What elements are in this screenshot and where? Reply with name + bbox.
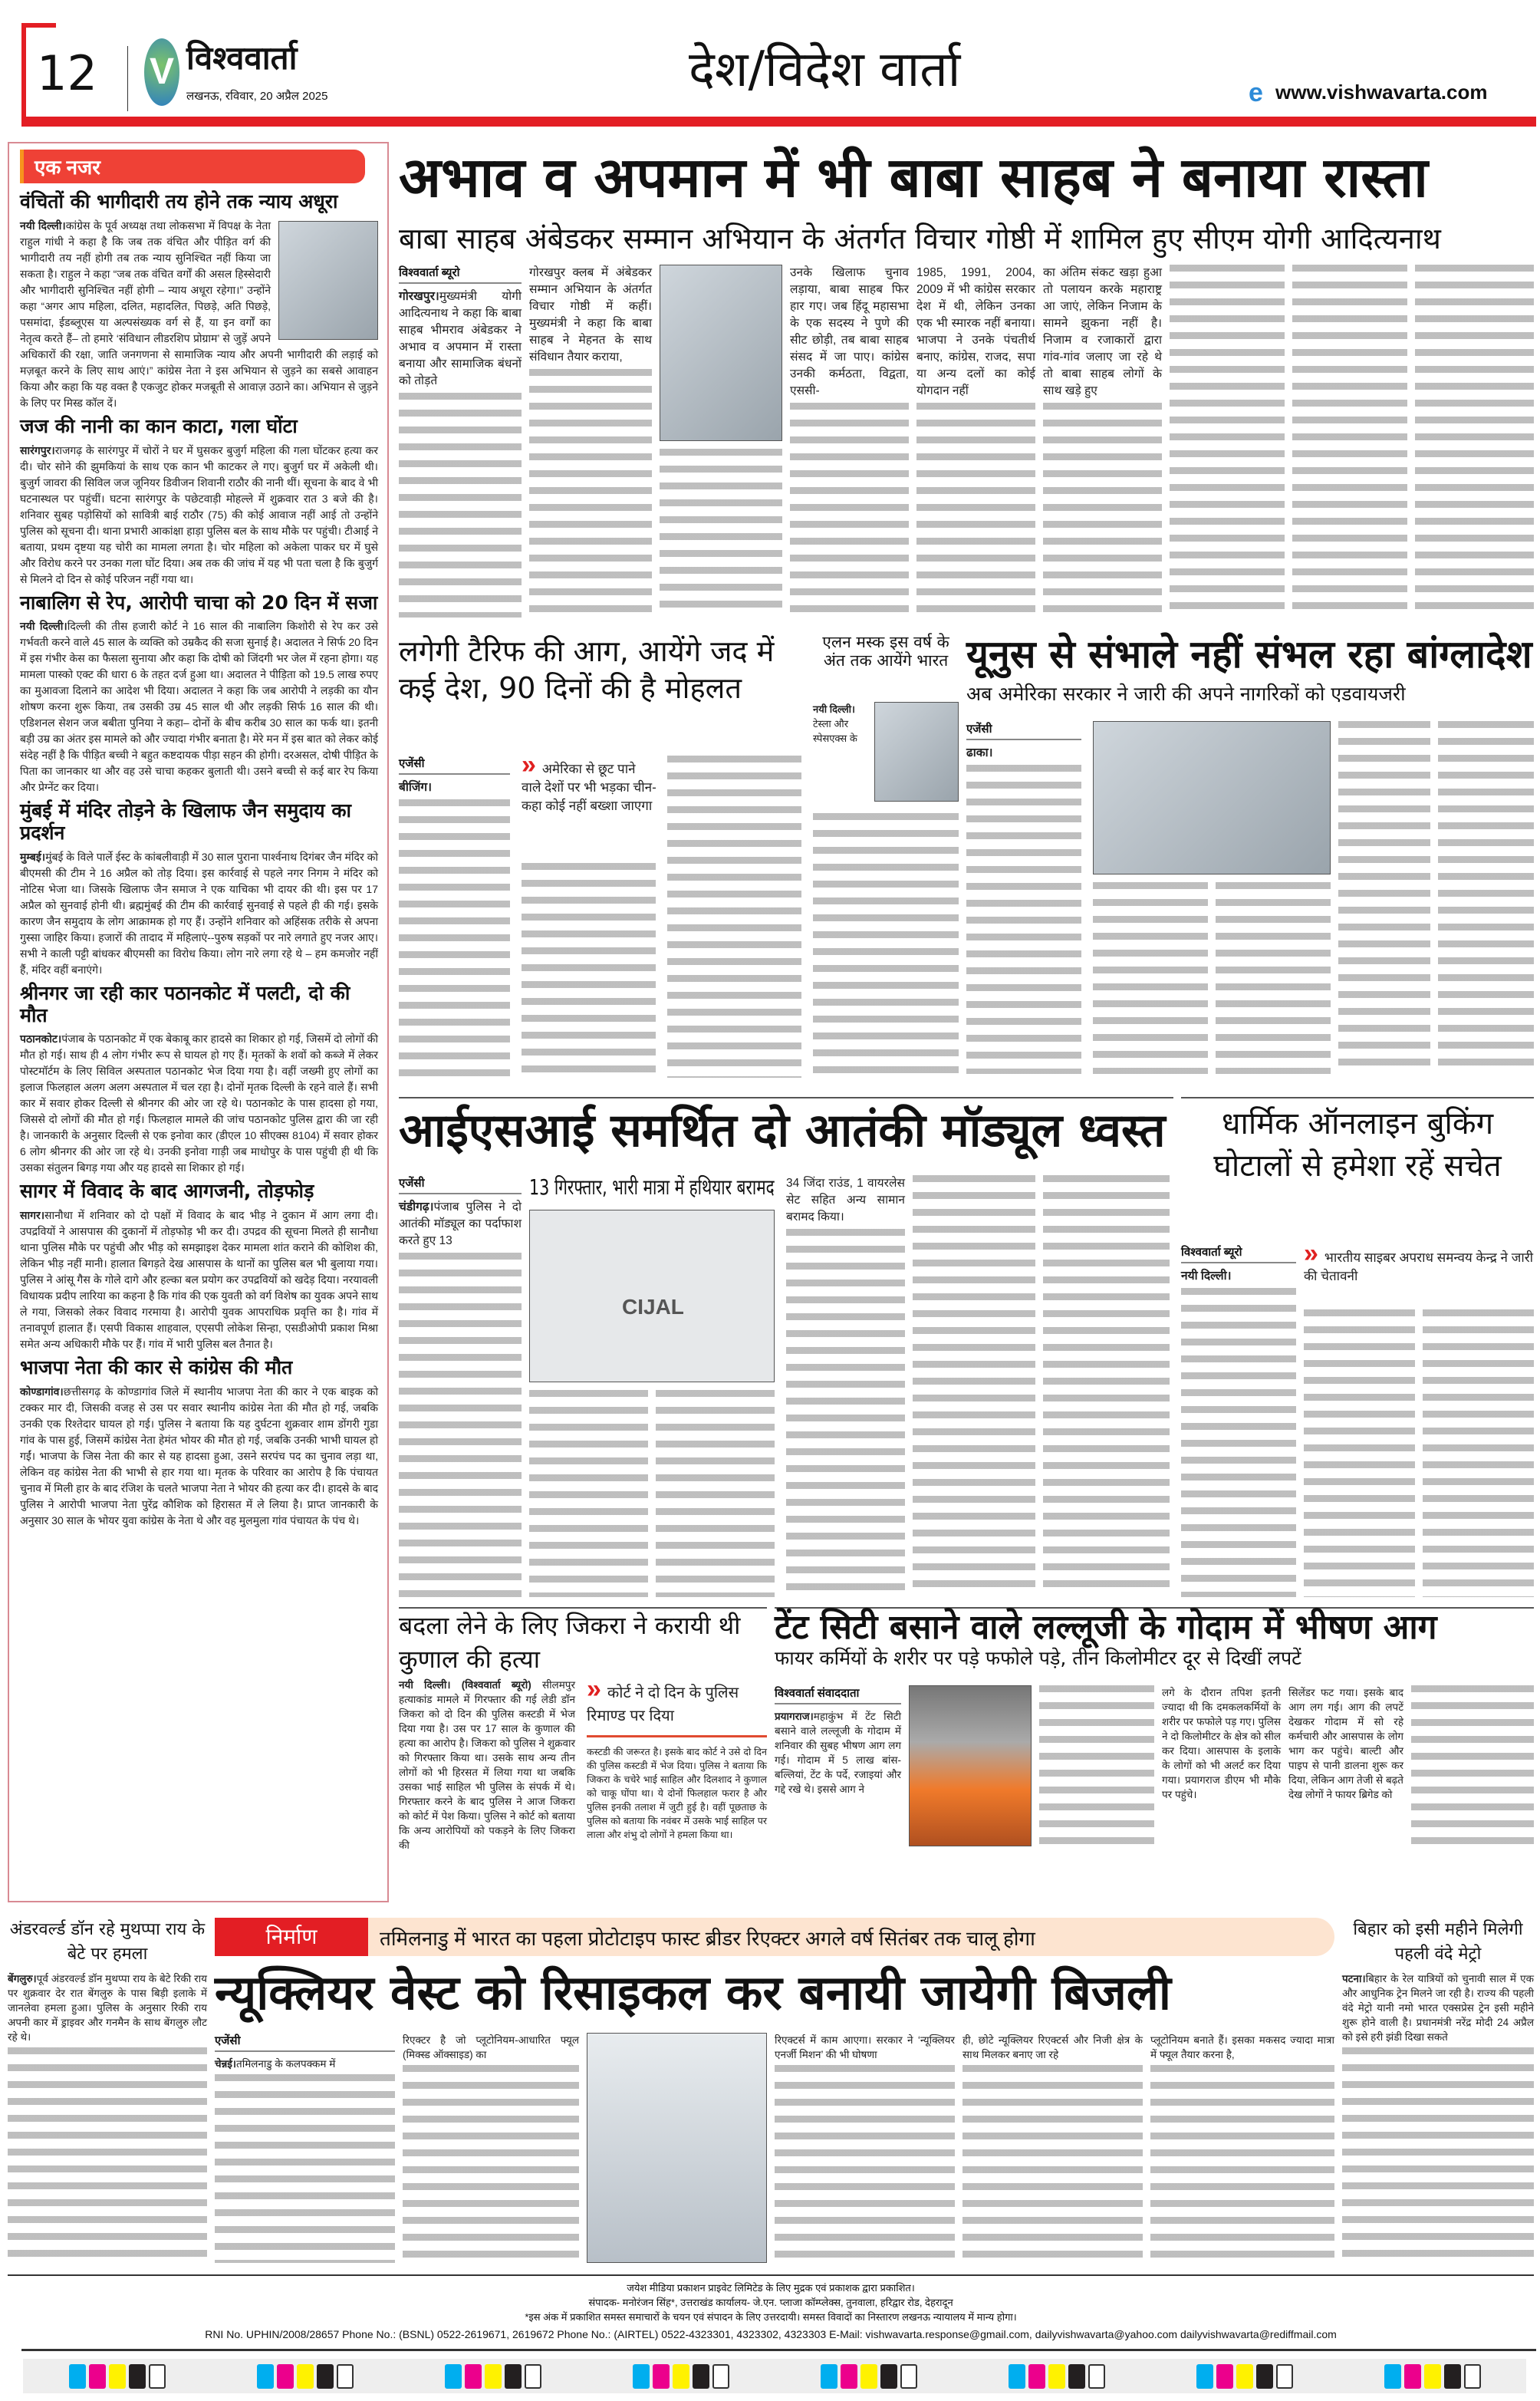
article-text: पंजाब पुलिस ने दो आतंकी मॉड्यूल का पर्दाफाश करते हुए 13 — [399, 1200, 522, 1247]
swatch-cyan — [445, 2364, 462, 2389]
registration-mark — [337, 2364, 354, 2389]
cmyk-swatch-group — [633, 2364, 729, 2389]
section-title: देश/विदेश वार्ता — [689, 41, 961, 98]
dateline: चेन्नई। — [215, 2058, 237, 2070]
dateline: सागर। — [20, 1209, 45, 1221]
swatch-magenta — [841, 2364, 857, 2389]
fire-story — [775, 1607, 1534, 1910]
swatch-cyan — [1009, 2364, 1025, 2389]
dateline: गोरखपुर। — [399, 290, 439, 303]
dateline: नयी दिल्ली। — [813, 703, 855, 715]
swatch-cyan — [69, 2364, 86, 2389]
lead-subhead: बाबा साहब अंबेडकर सम्मान अभियान के अंतर्गत विचार गोष्ठी में शामिल हुए सीएम योगी आदित्यनाथ — [399, 222, 1441, 255]
brief-text: मुंबई के विले पार्ले ईस्ट के कांबलीवाड़ी में 30 साल पुराना पार्श्वनाथ दिगंबर जैन मंदिर को बीएमसी की टीम ने 16 अप्रैल को तोड़ दिया। इस कार्रवाई से पहले नगर निगम ने मंदिर को नोटिस भेजा था। जिसके खिलाफ जैन समाज ने एक याचिका भी दायर की थी। इस पर 17 अप्रैल को सुनवाई होनी थी। ब्रह्ममुंबई की टीम की कार्रवाई सुनवाई से पहले ही की गई। इसके कारण जैन समुदाय के लोग आक्रामक हो गए हैं। उन्होंने शनिवार को अहिंसक तरीके से अपना गुस्सा जाहिर किया। हजारों की तादाद में महिलाएं--पुरुष सड़कों पर नारे लगाते हुए नजर आए। सभी ने काली पट्टी बांधकर बीएमसी का विरोध किया। लोग नारे लगा रहे थे – हम कमजोर नहीं हैं, मंदिर वहीं बनाएंगे। — [20, 850, 378, 976]
dateline: चंडीगढ़। — [399, 1200, 434, 1214]
byline: विश्ववार्ता संवाददाता — [775, 1685, 901, 1704]
article-text: रिएक्टर है जो प्लूटोनियम-आधारित फ्यूल (मिक्स्ड ऑक्साइड) का — [403, 2034, 579, 2060]
cmyk-swatch-group — [1009, 2364, 1105, 2389]
article-text: रिएक्टर्स में काम आएगा। सरकार ने ‘न्यूक्लियर एनर्जी मिशन’ की भी घोषणा — [775, 2034, 955, 2060]
swatch-yellow — [297, 2364, 314, 2389]
musk-headline: एलन मस्क इस वर्ष के अंत तक आयेंगे भारत — [822, 633, 949, 670]
swatch-black — [1068, 2364, 1085, 2389]
isi-headline: आईएसआई समर्थित दो आतंकी मॉड्यूल ध्वस्त — [399, 1104, 1166, 1158]
swatch-black — [880, 2364, 897, 2389]
swatch-black — [317, 2364, 334, 2389]
dateline: नयी दिल्ली। (विश्ववार्ता ब्यूरो) — [399, 1679, 531, 1691]
article-text: उनके खिलाफ चुनाव लड़ाया, बाबा साहब फिर हार गए। जब हिंदू महासभा के एक सदस्य ने पुणे की सीट छोड़ी, तब बाबा साहब संसद में जा पाए। कांग्रेस उनकी कर्मठता, विद्वता, एससी- — [790, 266, 909, 397]
swatch-cyan — [257, 2364, 274, 2389]
brief-story — [20, 983, 378, 1177]
dateline: ढाका। — [966, 746, 993, 759]
imprint-line: संपादक- मनोरंजन सिंह*, उत्तराखंड कार्यालय- जे.एन. प्लाजा कॉम्प्लेक्स, तुनवाला, हरिद्वार रोड, देहरादून — [588, 2297, 953, 2308]
cmyk-swatch-group — [69, 2364, 166, 2389]
dateline: बीजिंग। — [399, 781, 432, 794]
brief-story — [20, 1357, 378, 1529]
brief-text: छत्तीसगढ़ के कोण्डागांव जिले में स्थानीय भाजपा नेता की कार ने एक बाइक को टक्कर मार दी, जिसकी वजह से उस पर सवार स्थानीय कांग्रेस नेता की मौत हो गई, जबकि उनकी एक रिश्तेदार घायल हो गई। पुलिस ने बताया कि यह दुर्घटना शुक्रवार शाम डोंगरी गुडा गांव के पास हुई, जिसमें कांग्रेस नेता हेमंत भोयर की मौत हो गई, जबकि उनकी भाभी घायल हो गईं। भाजपा के जिस नेता की कार से यह हादसा हुआ, उसने सरपंच पद का चुनाव लड़ा था, लेकिन वह कांग्रेस नेता की भाभी से हार गया था। मृतक के परिवार का आरोप है कि पंचायत चुनाव में मिली हार के बाद रंजिश के चलते भाजपा नेता ने भोयर की हत्या कर दी। हादसे के बाद पुलिस ने आरोपी भाजपा नेता पुरेंद्र कौशिक को हिरासत में ले लिया है। प्राप्त जानकारी के अनुसार 30 साल के भोयर युवा कांग्रेस के नेता थे और वह मुलमुला गांव पंचायत के पंच थे। — [20, 1385, 378, 1527]
registration-mark — [1276, 2364, 1293, 2389]
swatch-magenta — [465, 2364, 482, 2389]
article-text: गोरखपुर क्लब में अंबेडकर सम्मान अभियान के अंतर्गत विचार गोष्ठी में कहीं। मुख्यमंत्री ने कहा कि बाबा साहब ने मेहनत के साथ संविधान तैयार कराया, — [529, 266, 652, 364]
byline: एजेंसी — [399, 756, 510, 775]
weapons-photo — [529, 1210, 775, 1382]
isi-subhead: 13 गिरफ्तार, भारी मात्रा में हथियार बरामद — [529, 1174, 775, 1200]
brief-text: राजगढ़ के सारंगपुर में चोरों ने घर में घुसकर बुजुर्ग महिला की गला घोंटकर हत्या कर दी। चोर सोने की झुमकियां के साथ एक कान भी काटकर ले गए। बुजुर्ग घर में अकेली थी। बुजुर्ग जावरा की सिविल जज जूनियर डिवीजन शिवानी राठौर की नानी थीं। सूचना के बाद वे भी घटनास्थल पर पहुंचीं। घटना सारंगपुर के पछेटवाड़ी मोहल्ले में शुक्रवार रात 3 बजे की है। शनिवार सुबह पड़ोसियों को सावित्री बाई राठौर (75) की कोई आवाज नहीं आई तो उन्होंने पुलिस को सूचना दी। थाना प्रभारी आकांक्षा हाड़ा पुलिस बल के साथ मौके पर पहुंची। टीआई ने बताया, प्रथम दृष्टया यह चोरी का मामला लगता है। चोर महिला को अकेला पाकर घर में घुसे और विरोध करने पर उनका गला घोंट दिया। अब तक की जांच में यह भी पता चला है कि बुजुर्ग से मिलने दो दिन से कोई परिजन नहीं गया था। — [20, 443, 378, 585]
dateline: बेंगलुरु। — [8, 1973, 37, 1984]
pull-quote: » कोर्ट ने दो दिन के पुलिस रिमाण्ड पर दिया — [587, 1678, 767, 1737]
swatch-cyan — [1384, 2364, 1401, 2389]
dharmik-story — [1181, 1097, 1534, 1603]
swatch-yellow — [860, 2364, 877, 2389]
swatch-black — [1256, 2364, 1273, 2389]
swatch-yellow — [673, 2364, 689, 2389]
ek-nazar-box — [8, 142, 389, 1902]
dateline: मुम्बई। — [20, 850, 46, 863]
masthead — [21, 23, 1536, 127]
byline: एजेंसी — [966, 721, 1081, 740]
pull-quote: » अमेरिका से छूट पाने वाले देशों पर भी भड़का चीन- कहा कोई नहीं बख्शा जाएगा — [522, 756, 658, 815]
tariff-story — [399, 633, 801, 1093]
article-text: कस्टडी की जरूरत है। इसके बाद कोर्ट ने उसे दो दिन की पुलिस कस्टडी में भेज दिया। पुलिस ने बताया कि जिकरा के चचेरे भाई साहिल और दिलशाद ने कुणाल को चाकू घोंपा था। ये दोनों फिलहाल फरार है और पुलिस इनकी तलाश में जुटी हुई है। वहीं पूछताछ के पुलिस को बताया कि नवंबर में उसके भाई साहिल पर लाला और शंभु दो लोगों ने हमला किया था। — [587, 1747, 767, 1840]
swatch-yellow — [109, 2364, 126, 2389]
swatch-cyan — [633, 2364, 650, 2389]
brief-story — [20, 1181, 378, 1352]
swatch-cyan — [821, 2364, 837, 2389]
cmyk-swatch-group — [1196, 2364, 1293, 2389]
nuclear-kicker: तमिलनाडु में भारत का पहला प्रोटोटाइप फास्ट ब्रीडर रिएक्टर अगले वर्ष सितंबर तक चालू होगा — [380, 1927, 1035, 1950]
bihar-story — [1342, 1918, 1534, 2267]
photo-label: CIJAL — [622, 1295, 684, 1319]
article-text: टेस्ला और स्पेसएक्स के — [813, 718, 857, 744]
cmyk-swatch-group — [257, 2364, 354, 2389]
isi-story — [399, 1097, 1173, 1603]
bangladesh-story — [966, 633, 1534, 1093]
brief-headline: नाबालिग से रेप, आरोपी चाचा को 20 दिन में सजा — [20, 591, 378, 614]
fire-subhead: फायर कर्मियों के शरीर पर पड़े फफोले पड़े, तीन किलोमीटर दूर से दिखीं लपटें — [775, 1646, 1301, 1669]
brief-headline: मुंबई में मंदिर तोड़ने के खिलाफ जैन समुदाय का प्रदर्शन — [20, 799, 352, 844]
swatch-yellow — [485, 2364, 502, 2389]
dateline: पठानकोट। — [20, 1033, 62, 1046]
brief-headline: श्रीनगर जा रही कार पठानकोट में पलटी, दो की मौत — [20, 981, 350, 1026]
byline: विश्ववार्ता ब्यूरो — [1181, 1244, 1296, 1263]
dateline: पटना। — [1342, 1973, 1366, 1984]
swatch-magenta — [89, 2364, 106, 2389]
article-text: प्लूटोनियम बनाते हैं। इसका मकसद ज्यादा मात्रा में फ्यूल तैयार करना है, — [1150, 2034, 1334, 2060]
dateline: सारंगपुर। — [20, 443, 55, 456]
swatch-yellow — [1424, 2364, 1441, 2389]
swatch-black — [505, 2364, 522, 2389]
article-text: मुख्यमंत्री योगी आदित्यनाथ ने कहा कि बाबा साहब भीमराव अंबेडकर ने अभाव व अपमान में रास्ता बनाया और सामाजिक बंधनों को तोड़ते — [399, 290, 522, 387]
registration-mark — [1464, 2364, 1481, 2389]
swatch-magenta — [277, 2364, 294, 2389]
dateline: कोण्डागांव। — [20, 1385, 64, 1398]
brief-story — [20, 416, 378, 588]
cmyk-swatch-group — [821, 2364, 917, 2389]
dateline: नयी दिल्ली। — [20, 620, 67, 633]
contact-line: RNI No. UPHIN/2008/28657 Phone No.: (BSNL) 0522-2619671, 2619672 Phone No.: (AIRTEL) 0522-4323301, 4323302, 4323303 E-Mail: vishwavarta.response@gmail.com, dailyvishwavarta@yahoo.com dailyvishwavarta@rediffmail.com — [205, 2328, 1337, 2340]
article-text: महाकुंभ में टेंट सिटी बसाने वाले लल्लूजी के गोदाम में शनिवार की सुबह भीषण आग लग गई। गोदाम में 5 लाख बांस-बल्लियां, टेंट के पर्दे, रजाइयां और गद्दे रखे थे। इससे आग ने — [775, 1711, 901, 1795]
swatch-magenta — [653, 2364, 670, 2389]
logo-icon: V — [144, 38, 179, 106]
registration-mark — [1088, 2364, 1105, 2389]
swatch-magenta — [1404, 2364, 1421, 2389]
brief-headline: सागर में विवाद के बाद आगजनी, तोड़फोड़ — [20, 1180, 314, 1203]
article-text: सीलमपुर हत्याकांड मामले में गिरफ्तार की गई लेडी डॉन जिकरा को दो दिन की पुलिस कस्टडी में भेज दिया गया है। उस पर 17 साल के कुणाल की हत्या का आरोप है। जिकरा को पुलिस ने शुक्रवार को गिरफ्तार किया था। उसके साथ अन्य तीन लोगों को भी हिरसत में लिया गया था जबकि उसका भाई साहिल भी पुलिस के संपर्क में थे। गिरफ्तार करने के बाद पुलिस ने आज जिकरा को कोर्ट में पेश किया। पुलिस ने कोर्ट को बताया कि अन्य आरोपियों को पकड़ने के लिए जिकरा की — [399, 1679, 575, 1851]
dateline: नयी दिल्ली। — [20, 219, 66, 232]
bangladesh-subhead: अब अमेरिका सरकार ने जारी की अपने नागरिकों को एडवायजरी — [966, 682, 1406, 705]
registration-mark — [149, 2364, 166, 2389]
brief-text: सानौधा में शनिवार को दो पक्षों में विवाद के बाद भीड़ ने दुकान में आग लगा दी। उपद्रवियों ने आसपास की दुकानों में तोड़फोड़ भी कर दी। उपद्रव की सूचना मिलते ही सानौधा थाना पुलिस मौके पर पहुंची और भीड़ को समझाइश देकर मामला शांत कराने की कोशिश की, लेकिन भीड़ नहीं मानी। हालात बिगड़ते देख आसपास के थानों का पुलिस बल भी बुलाया गया। पुलिस ने आंसू गैस के गोले दागे और हल्का बल प्रयोग कर उपद्रवियों को खदेड़ दिया। नरयावली विधायक प्रदीप लारिया का कहना है कि गांव की एक युवती को वर्ग विशेष का युवक अपने साथ ले गया, जिसको लेकर विवाद गरमाया है। आरोपी युवक आपराधिक प्रवृत्ति का है। गांव में तनावपूर्ण हालात हैं। एसपी विकास शाहवाल, एएसपी लोकेश सिन्हा, एसडीओपी प्रकाश मिश्रा समेत अन्य अधिकारी मौके पर हैं। गांव में भारी पुलिस बल तैनात है। — [20, 1209, 378, 1350]
article-text: बिहार के रेल यात्रियों को चुनावी साल में एक और आधुनिक ट्रेन मिलने जा रही है। राज्य की पहली वंदे मेट्रो यानी नमो भारत एक्सप्रेस ट्रेन इसी महीने शुरू होने वाली है। प्रधानमंत्री नरेंद्र मोदी 24 अप्रैल को इसे हरी झंडी दिखा सकते — [1342, 1973, 1534, 2043]
pull-quote: » भारतीय साइबर अपराध समन्वय केन्द्र ने जारी की चेतावनी — [1304, 1244, 1534, 1286]
article-text: ही, छोटे न्यूक्लियर रिएक्टर्स और निजी क्षेत्र के साथ मिलकर बनाए जा रहे — [962, 2034, 1143, 2060]
article-text: सिलेंडर फट गया। इसके बाद आग लग गई। आग की लपटें देखकर गोदाम में सो रहे कर्मचारी और आसपास के लोग भाग कर पहुंचे। बाल्टी और पाइप से पानी डालना शुरू कर दिया, लेकिन आग तेजी से बढ़ते देख लोगों ने फायर ब्रिगेड को — [1288, 1687, 1403, 1800]
tariff-headline: लगेगी टैरिफ की आग, आयेंगे जद में कई देश, 90 दिनों की है मोहलत — [399, 634, 775, 705]
yunus-photo — [1093, 721, 1331, 874]
bangladesh-headline: यूनुस से संभाले नहीं संभल रहा बांग्लादेश — [966, 632, 1532, 677]
page-number: 12 — [37, 45, 97, 101]
swatch-black — [1444, 2364, 1461, 2389]
article-text: 1985, 1991, 2004, 2009 में भी कांग्रेस सरकार देश में थी, लेकिन उनका एक भी स्मारक नहीं बनाया। भाजपा ने उनके पंचतीर्थ बनाए, कांग्रेस, राजद, सपा या अन्य दलों का कोई योगदान नहीं — [916, 266, 1035, 397]
zikra-headline: बदला लेने के लिए जिकरा ने करायी थी कुणाल की हत्या — [399, 1611, 741, 1674]
article-text: लगे के दौरान तपिश इतनी ज्यादा थी कि दमकलकर्मियों के शरीर पर फफोले पड़ गए। पुलिस ने दो किलोमीटर के क्षेत्र को सील कर दिया। आसपास के इलाके के लोगों को भी अलर्ट कर दिया गया। प्रयागराज डीएम भी मौके पर पहुंचे। — [1162, 1687, 1281, 1800]
swatch-black — [129, 2364, 146, 2389]
registration-mark — [525, 2364, 541, 2389]
dateline: प्रयागराज। — [775, 1711, 814, 1722]
byline: एजेंसी — [215, 2033, 395, 2052]
article-text: तमिलनाडु के कलपक्कम में — [236, 2058, 336, 2070]
imprint-line: *इस अंक में प्रकाशित समस्त समाचारों के चयन एवं संपादन के लिए उत्तरदायी। समस्त विवादों का निस्तारण लखनऊ न्यायालय में मान्य होगा। — [525, 2311, 1017, 2323]
imprint-line: जयेश मीडिया प्रकाशन प्राइवेट लिमिटेड के लिए मुद्रक एवं प्रकाशक द्वारा प्रकाशित। — [627, 2282, 915, 2294]
swatch-black — [693, 2364, 709, 2389]
article-text: का अंतिम संकट खड़ा हुआ तो पलायन करके महाराष्ट्र आ जाएं, लेकिन निजाम के सामने झुकना नहीं है। निजाम व रजाकारों द्वारा गांव-गांव जलाए जा रहे थे तो बाबा साहब लोगों के साथ खड़े हुए — [1043, 266, 1162, 397]
nuclear-story — [215, 1918, 1334, 2267]
registration-mark — [900, 2364, 917, 2389]
brief-headline: भाजपा नेता की कार से कांग्रेस की मौत — [20, 1356, 293, 1378]
swatch-magenta — [1216, 2364, 1233, 2389]
dharmik-headline: धार्मिक ऑनलाइन बुकिंग घोटालों से हमेशा रहें सचेत — [1213, 1106, 1502, 1184]
fire-headline: टेंट सिटी बसाने वाले लल्लूजी के गोदाम में भीषण आग — [775, 1608, 1437, 1647]
brief-headline: वंचितों की भागीदारी तय होने तक न्याय अधूरा — [20, 190, 338, 212]
article-text: पूर्व अंडरवर्ल्ड डॉन मुथप्पा राय के बेटे रिकी राय पर शुक्रवार देर रात बेंगलुरु के पास बिड़ी इलाके में जानलेवा हमला हुआ। पुलिस के अनुसार रिकी राय अपनी कार में ड्राइवर और गनमैन के साथ बेंगलुरु लौट रहे थे। — [8, 1973, 207, 2043]
brief-headline: जज की नानी का कान काटा, गला घोंटा — [20, 414, 298, 437]
article-text: 34 जिंदा राउंड, 1 वायरलेस सेट सहित अन्य सामान बरामद किया। — [786, 1177, 905, 1224]
brief-text: कांग्रेस के पूर्व अध्यक्ष तथा लोकसभा में विपक्ष के नेता राहुल गांधी ने कहा है कि जब तक वंचित और पीड़ित वर्ग की भागीदारी तय नहीं होगी तब तक न्याय सुनिश्चित नहीं किया जा सकता है। राहुल ने कहा “जब तक वंचित वर्गों की असल हिस्सेदारी और भागीदारी सुनिश्चित नहीं होगी – न्याय अधूरा रहेगा।” उन्होंने कहा “अगर आप महिला, दलित, महादलित, पिछड़े, अति पिछड़े, पसमांदा, ईडब्लूएस या अल्पसंख्यक वर्ग से हैं, या इन वर्गों का नेतृत्व करते हैं– तो हमारे ‘संविधान लीडरशिप प्रोग्राम’ से जुड़ें अपने अधिकारों की रक्षा, जाति जनगणना से सामाजिक न्याय और अपनी भागीदारी की लड़ाई को मज़बूत करने के लिए साथ आएं।” कांग्रेस नेता ने इस अभियान से जुड़ने का सबसे आवाहन किया और कहा कि यह वक्त है एकजुट होकर मजबूती से आवाज़ उठाने का। अभियान से जुड़ने के लिए पर मिस्ड कॉल दें। — [20, 219, 378, 409]
musk-story — [813, 633, 959, 1093]
reactor-photo — [587, 2033, 767, 2263]
byline: विश्ववार्ता ब्यूरो — [399, 265, 522, 284]
section-tag: निर्माण — [215, 1918, 368, 1956]
brief-story — [20, 800, 378, 978]
brief-story — [20, 191, 378, 411]
yogi-photo — [660, 265, 782, 441]
lead-headline: अभाव व अपमान में भी बाबा साहब ने बनाया रास्ता — [399, 145, 1428, 209]
byline: एजेंसी — [399, 1175, 522, 1194]
rahul-gandhi-photo — [278, 221, 378, 340]
dateline: नयी दिल्ली। — [1181, 1270, 1232, 1283]
imprint-footer — [8, 2274, 1534, 2342]
ie-icon: e — [1249, 78, 1263, 107]
swatch-magenta — [1028, 2364, 1045, 2389]
lead-body — [399, 265, 1534, 621]
website: www.vishwavarta.com — [1275, 81, 1488, 104]
cmyk-swatch-group — [445, 2364, 541, 2389]
brief-text: पंजाब के पठानकोट में एक बेकाबू कार हादसे का शिकार हो गई, जिसमें दो लोगों की मौत हो गई। साथ ही 4 लोग गंभीर रूप से घायल हो गए हैं। मृतकों के शवों को कब्जे में लेकर पोस्टमॉर्टम के लिए सिविल अस्पताल पठानकोट भेज दिया गया है। वहीं जख्मी हुए लोगों का इलाज फिलहाल अलग अलग अस्पताल में चल रहा है। दोनों मृतक दिल्ली के रहने वाले हैं। सभी कार में सवार होकर दिल्ली से श्रीनगर की ओर जा रहे थे। पठानकोट के पास हादसा हो गया, जिससे दो लोगों की मौत हो गई। फिलहाल मामले की जांच पठानकोट पुलिस द्वारा की जा रही है। जानकारी के अनुसार दिल्ली से एक इनोवा कार (डीएल 10 सीएक्स 8104) में सवार होकर 6 लोग श्रीनगर की ओर जा रहे थे। उनकी इनोवा गाड़ी जब माधोपुर के पास पहुंची ही थी कि उसका संतुलन बिगड़ गया और यह हादसे सा शिकार हो गई। — [20, 1033, 378, 1174]
nuclear-headline: न्यूक्लियर वेस्ट को रिसाइकल कर बनायी जायेगी बिजली — [215, 1965, 1171, 2021]
brief-story — [20, 592, 378, 796]
swatch-yellow — [1048, 2364, 1065, 2389]
dateline: लखनऊ, रविवार, 20 अप्रैल 2025 — [186, 90, 328, 103]
ek-nazar-label: एक नजर — [20, 150, 365, 183]
paper-name: विश्ववार्ता — [186, 39, 298, 77]
fire-photo — [909, 1685, 1032, 1846]
underworld-headline: अंडरवर्ल्ड डॉन रहे मुथप्पा राय के बेटे पर हमला — [9, 1920, 206, 1964]
swatch-yellow — [1236, 2364, 1253, 2389]
brief-text: दिल्ली की तीस हजारी कोर्ट ने 16 साल की नाबालिग किशोरी से रेप कर उसे गर्भवती करने वाले 45 साल के व्यक्ति को उम्रकैद की सजा सुनाई है। अदालत ने सिर्फ 20 दिन में इस गंभीर केस का फैसला सुनाया और कहा कि दोषी को जिंदगी भर जेल में रहना होगा। यह मामला पास्को एक्ट की धारा 6 के तहत दर्ज हुआ था। अदालत ने पीड़िता को 19.5 लाख रुपए का मुआवजा दिलाने का आदेश भी दिया। अदालत ने कहा कि जब आरोपी ने लड़की का यौन शोषण करना शुरू किया, तब उसकी उम्र 45 साल थी और लड़की सिर्फ 16 साल की थी। एडिशनल सेशन जज बबीता पुनिया ने कहा– दोनों के बीच करीब 30 साल का फर्क था। इतनी बड़ी उम्र का अंतर इस मामले को और ज्यादा गंभीर बनाता है। मेरे मन में इस बात को लेकर कोई संदेह नहीं है कि पीड़ित बच्ची ने बहुत कष्टदायक पीड़ा सहन की होगी। दरअसल, दोषी पीड़ित के पिता का जानकार था और वह उसे चाचा कहकर बुलाती थी। उसने बच्ची से कई बार रेप किया और प्रेग्नेंट कर दिया। — [20, 620, 378, 794]
cmyk-swatch-group — [1384, 2364, 1481, 2389]
bihar-headline: बिहार को इसी महीने मिलेगी पहली वंदे मेट्रो — [1353, 1920, 1523, 1964]
registration-mark — [712, 2364, 729, 2389]
swatch-cyan — [1196, 2364, 1213, 2389]
underworld-story — [8, 1918, 207, 2267]
color-registration-bar — [23, 2359, 1526, 2393]
musk-photo — [874, 702, 959, 802]
